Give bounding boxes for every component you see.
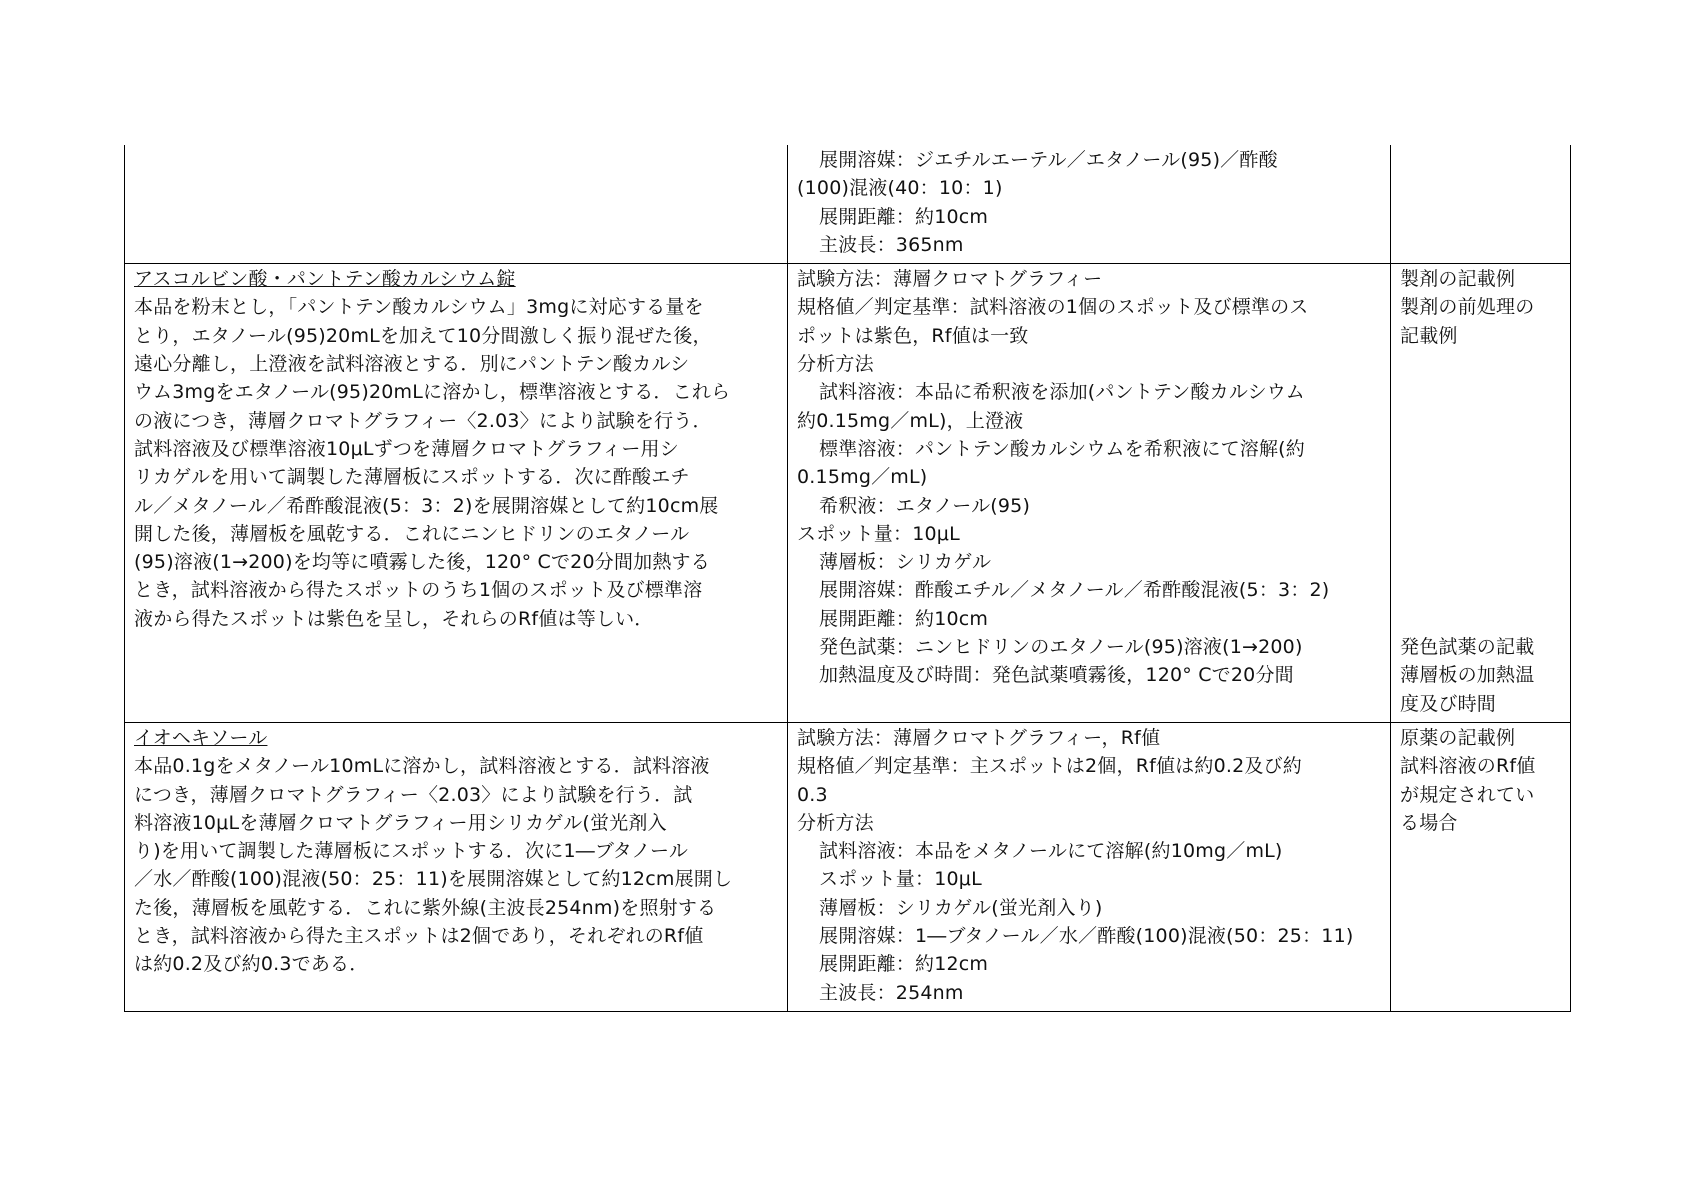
note-line: る場合 — [1400, 811, 1458, 834]
body-line: 液から得たスポットは紫色を呈し，それらのRf値は等しい． — [134, 607, 654, 630]
body-line: 試料溶液及び標準溶液10μLずつを薄層クロマトグラフィー用シ — [134, 437, 679, 460]
method-line: 薄層板：シリカゲル — [819, 551, 992, 574]
body-line: 料溶液10μLを薄層クロマトグラフィー用シリカゲル(蛍光剤入 — [134, 811, 667, 834]
method-line: 分析方法 — [797, 353, 874, 376]
method-line: スポット量：10μL — [819, 868, 982, 891]
method-line: 分析方法 — [797, 811, 874, 834]
note-line — [1400, 378, 1563, 406]
note-line — [1400, 350, 1563, 378]
body-line: ウム3mgをエタノール(95)20mLに溶かし，標準溶液とする．これら — [134, 381, 731, 404]
note-line: 製剤の前処理の — [1400, 296, 1535, 319]
method-cell — [788, 722, 1391, 1011]
body-line: は約0.2及び約0.3である． — [134, 953, 369, 976]
note-line: 度及び時間 — [1400, 692, 1497, 715]
note-line — [1400, 576, 1563, 604]
method-line: 0.15mg／mL) — [797, 466, 928, 489]
document-table — [124, 145, 1571, 1012]
item-title: アスコルビン酸・パントテン酸カルシウム錠 — [134, 268, 516, 291]
method-cell — [788, 145, 1391, 264]
method-line: 主波長：254nm — [819, 981, 964, 1004]
body-line: り)を用いて調製した薄層板にスポットする．次に1―ブタノール — [134, 840, 689, 863]
note-cell — [1391, 264, 1571, 723]
note-line — [1400, 435, 1563, 463]
note-line — [1400, 407, 1563, 435]
note-line: 発色試薬の記載 — [1400, 636, 1535, 659]
table-row — [125, 722, 1571, 1011]
table-row — [125, 264, 1571, 723]
method-line: 規格値／判定基準：試料溶液の1個のスポット及び標準のス — [797, 296, 1309, 319]
note-cell — [1391, 145, 1571, 264]
body-line: 遠心分離し，上澄液を試料溶液とする．別にパントテン酸カルシ — [134, 353, 690, 376]
method-line: 主波長：365nm — [819, 233, 964, 256]
body-line: とり，エタノール(95)20mLを加えて10分間激しく振り混ぜた後， — [134, 324, 712, 347]
note-line: 試料溶液のRf値 — [1400, 755, 1536, 778]
note-line: が規定されてい — [1400, 783, 1535, 806]
note-line — [1400, 520, 1563, 548]
note-line: 記載例 — [1400, 324, 1458, 347]
method-line: 約0.15mg／mL)，上澄液 — [797, 409, 1024, 432]
method-line: 試料溶液：本品に希釈液を添加(パントテン酸カルシウム — [819, 381, 1305, 404]
body-line: ／水／酢酸(100)混液(50：25：11)を展開溶媒として約12cm展開し — [134, 868, 733, 891]
method-line: (100)混液(40：10：1) — [797, 177, 1003, 200]
sample-cell — [125, 264, 788, 723]
method-line: 標準溶液：パントテン酸カルシウムを希釈液にて溶解(約 — [819, 437, 1305, 460]
method-line: 展開距離：約10cm — [819, 205, 989, 228]
method-line: 薄層板：シリカゲル(蛍光剤入り) — [819, 896, 1103, 919]
note-line — [1400, 463, 1563, 491]
note-line — [1400, 492, 1563, 520]
body-line: ル／メタノール／希酢酸混液(5：3：2)を展開溶媒として約10cm展 — [134, 494, 719, 517]
body-line: の液につき，薄層クロマトグラフィー〈2.03〉により試験を行う． — [134, 409, 712, 432]
item-title: イオヘキソール — [134, 726, 268, 749]
body-line: につき，薄層クロマトグラフィー〈2.03〉により試験を行う．試 — [134, 783, 693, 806]
body-line: た後，薄層板を風乾する．これに紫外線(主波長254nm)を照射する — [134, 896, 717, 919]
body-line: 本品を粉末とし，「パントテン酸カルシウム」3mgに対応する量を — [134, 296, 704, 319]
table-row — [125, 145, 1571, 264]
method-line: 展開溶媒：1―ブタノール／水／酢酸(100)混液(50：25：11) — [819, 925, 1354, 948]
note-line: 製剤の記載例 — [1400, 268, 1516, 291]
method-line: 展開溶媒：ジエチルエーテル／エタノール(95)／酢酸 — [819, 149, 1278, 171]
body-line: (95)溶液(1→200)を均等に噴霧した後，120° Cで20分間加熱する — [134, 551, 710, 574]
body-line: 本品0.1gをメタノール10mLに溶かし，試料溶液とする．試料溶液 — [134, 755, 710, 778]
note-line: 薄層板の加熱温 — [1400, 664, 1535, 687]
method-line: 展開距離：約10cm — [819, 607, 989, 630]
method-line: 規格値／判定基準：主スポットは2個，Rf値は約0.2及び約 — [797, 755, 1302, 778]
note-line — [1400, 605, 1563, 633]
method-cell — [788, 264, 1391, 723]
method-line: 試料溶液：本品をメタノールにて溶解(約10mg／mL) — [819, 840, 1283, 863]
note-cell — [1391, 722, 1571, 1011]
method-line: 希釈液：エタノール(95) — [819, 494, 1031, 517]
body-line: とき，試料溶液から得たスポットのうち1個のスポット及び標準溶 — [134, 579, 703, 602]
body-line: リカゲルを用いて調製した薄層板にスポットする．次に酢酸エチ — [134, 466, 690, 489]
method-line: スポット量：10μL — [797, 522, 960, 545]
method-line: ポットは紫色，Rf値は一致 — [797, 324, 1029, 347]
sample-cell — [125, 145, 788, 264]
method-line: 展開溶媒：酢酸エチル／メタノール／希酢酸混液(5：3：2) — [819, 579, 1330, 602]
method-line: 試験方法：薄層クロマトグラフィー — [797, 268, 1103, 291]
method-line: 展開距離：約12cm — [819, 953, 989, 976]
method-line: 試験方法：薄層クロマトグラフィー，Rf値 — [797, 726, 1161, 749]
method-line: 0.3 — [797, 783, 828, 806]
body-line: 開した後，薄層板を風乾する．これにニンヒドリンのエタノール — [134, 522, 690, 545]
sample-cell — [125, 722, 788, 1011]
method-line: 発色試薬：ニンヒドリンのエタノール(95)溶液(1→200) — [819, 636, 1303, 659]
method-line: 加熱温度及び時間：発色試薬噴霧後，120° Cで20分間 — [819, 664, 1294, 687]
note-line — [1400, 548, 1563, 576]
body-line: とき，試料溶液から得た主スポットは2個であり，それぞれのRf値 — [134, 925, 704, 948]
note-line: 原薬の記載例 — [1400, 726, 1516, 749]
